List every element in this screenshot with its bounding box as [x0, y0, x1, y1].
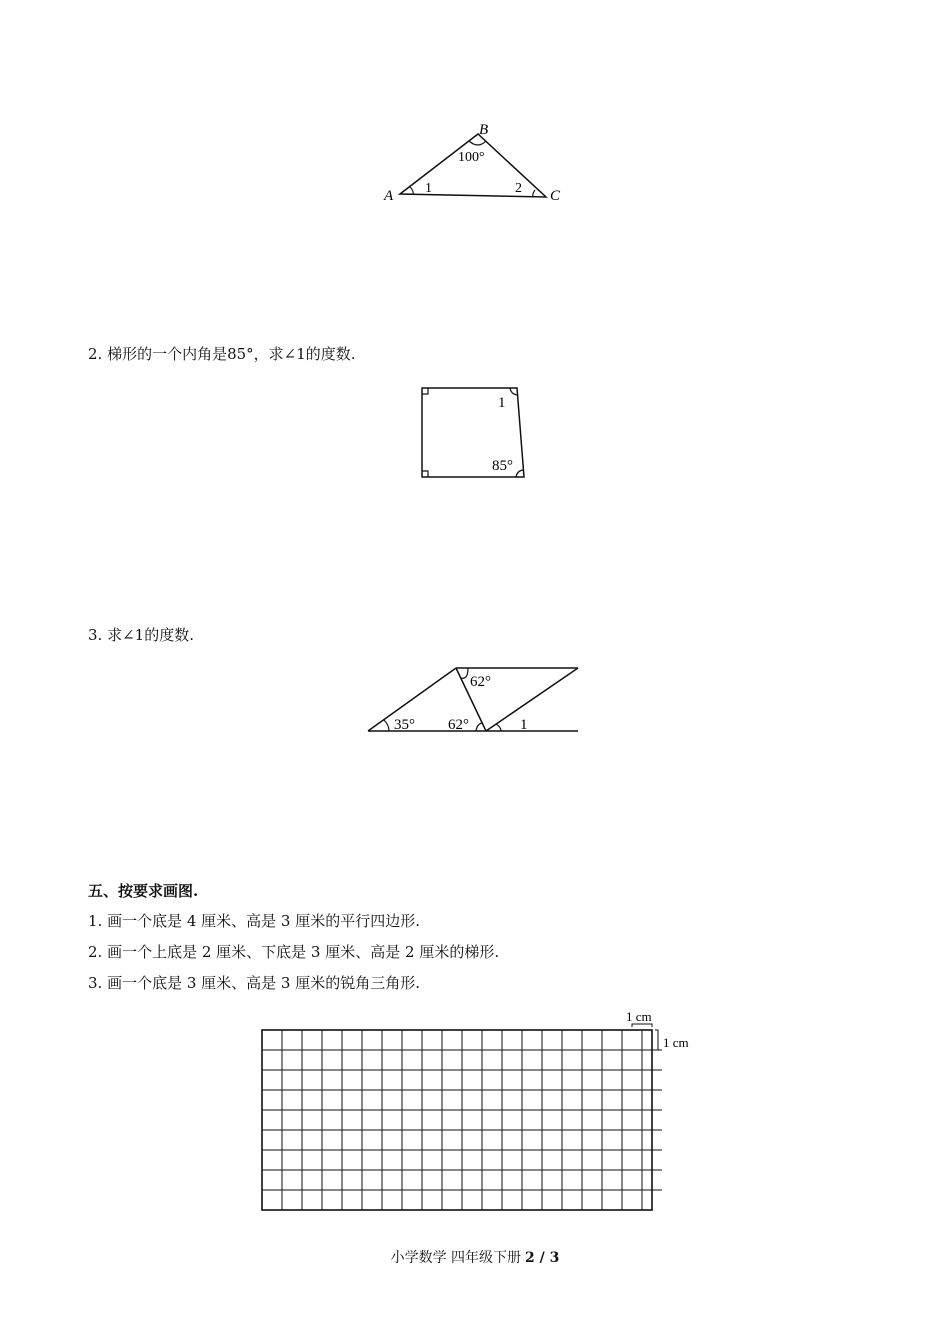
angle-1-label: 1: [425, 181, 432, 196]
angle-2-label: 2: [515, 181, 522, 196]
right-angle-mark-bottom-left: [422, 471, 428, 477]
angle-arc-b: [469, 141, 486, 145]
trapezoid-figure: [414, 380, 534, 486]
angle-1-label: 1: [520, 717, 528, 733]
section-5-heading: 五、按要求画图.: [88, 882, 199, 900]
scale-label-vertical: 1 cm: [663, 1035, 689, 1050]
grid-border: [262, 1030, 652, 1210]
footer-text: 小学数学 四年级下册: [390, 1250, 522, 1266]
angle-b-label: 100°: [458, 150, 485, 165]
angle-arc-1: [510, 388, 517, 395]
grid-lines: [262, 1030, 662, 1210]
angle-62-bottom-label: 62°: [448, 717, 469, 733]
parallelogram-figure: [364, 660, 584, 740]
angle-62-top-label: 62°: [470, 674, 491, 690]
angle-85-label: 85°: [492, 458, 513, 474]
section-5-item-1: 1. 画一个底是 4 厘米、高是 3 厘米的平行四边形.: [88, 912, 421, 930]
triangle-abc-figure: [380, 118, 570, 208]
section-5-item-3: 3. 画一个底是 3 厘米、高是 3 厘米的锐角三角形.: [88, 974, 421, 992]
angle-arc-1: [496, 724, 501, 731]
drawing-grid: [255, 1008, 700, 1213]
right-slant-line: [486, 668, 578, 731]
right-angle-mark-top-left: [422, 388, 428, 394]
angle-arc-62-bottom: [476, 723, 482, 731]
vertex-label-b: B: [479, 122, 489, 138]
scale-bracket-vertical: [655, 1030, 658, 1050]
scale-label-horizontal: 1 cm: [626, 1009, 652, 1024]
section-5-item-2: 2. 画一个上底是 2 厘米、下底是 3 厘米、高是 2 厘米的梯形.: [88, 943, 500, 961]
question-3-text: 3. 求∠1的度数.: [88, 626, 194, 644]
angle-arc-a: [410, 187, 413, 194]
page-footer: [0, 1247, 950, 1267]
vertex-label-a: A: [384, 188, 394, 204]
angle-35-label: 35°: [394, 717, 415, 733]
page-number: 2 / 3: [525, 1250, 560, 1266]
scale-bracket-horizontal: [632, 1024, 652, 1027]
angle-arc-85: [516, 470, 523, 477]
angle-arc-62-top: [461, 668, 468, 678]
angle-arc-c: [533, 190, 535, 197]
vertex-label-c: C: [550, 188, 561, 204]
question-2-text: 2. 梯形的一个内角是85°，求∠1的度数.: [88, 345, 356, 363]
angle-1-label: 1: [498, 395, 506, 411]
angle-arc-35: [384, 720, 389, 731]
